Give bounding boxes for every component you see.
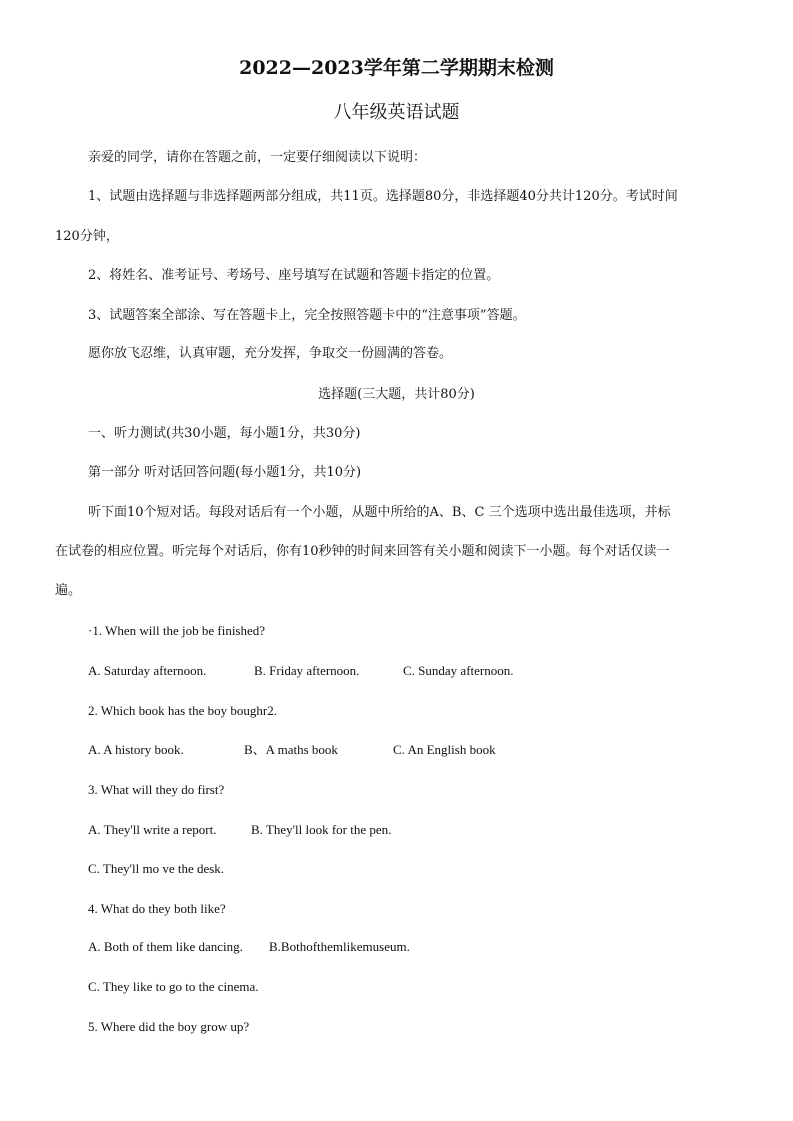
directions-line-3: 遍。 — [55, 583, 82, 598]
option-b: B. Friday afternoon. — [254, 663, 360, 678]
option-c: C. They'll mo ve the desk. — [88, 861, 225, 876]
directions-line-1: 听下面10个短对话。每段对话后有一个小题，从题中所给的A、B、C 三个选项中选出最佳选项，并标 — [88, 505, 671, 520]
question-4: 4. What do they both like? — [88, 901, 226, 916]
question-1: ·1. When will the job be finished? — [88, 623, 266, 638]
question-5: 5. Where did the boy grow up? — [88, 1019, 250, 1034]
directions-line-2: 在试卷的相应位置。听完每个对话后，你有10秒钟的时间来回答有关小题和阅读下一小题。每个对话仅读一 — [55, 544, 670, 559]
instruction-item-2: 2、将姓名、准考证号、考场号、座号填写在试题和答题卡指定的位置。 — [88, 268, 500, 283]
option-b: B. They'll look for the pen. — [251, 822, 392, 837]
option-c: C. Sunday afternoon. — [403, 663, 514, 678]
option-b: B、A maths book — [244, 742, 338, 757]
option-a: A. Saturday afternoon. — [88, 663, 207, 678]
option-a: A. A history book. — [88, 742, 184, 757]
question-2: 2. Which book has the boy boughr2. — [88, 703, 277, 718]
section-heading: 选择题(三大题，共计80分) — [318, 387, 475, 402]
instruction-item-1-cont: 120分钟， — [55, 229, 119, 244]
option-a: A. They'll write a report. — [88, 822, 217, 837]
instructions-wish: 愿你放飞忍维，认真审题，充分发挥，争取交一份圆满的答卷。 — [88, 346, 453, 361]
option-c: C. An English book — [393, 742, 496, 757]
instruction-item-1: 1、试题由选择题与非选择题两部分组成，共11页。选择题80分，非选择题40分共计120分。考试时间 — [88, 189, 678, 204]
exam-subtitle: 八年级英语试题 — [333, 102, 460, 123]
exam-title: 2022—2023学年第二学期期末检测 — [239, 57, 554, 79]
part-one-heading: 一、听力测试(共30小题，每小题1分，共30分) — [88, 426, 361, 441]
option-a: A. Both of them like dancing. — [88, 939, 243, 954]
question-3: 3. What will they do first? — [88, 782, 225, 797]
instruction-item-3: 3、试题答案全部涂、写在答题卡上，完全按照答题卡中的“注意事项”答题。 — [88, 308, 526, 323]
option-b: B.Bothofthemlikemuseum. — [269, 939, 410, 954]
option-c: C. They like to go to the cinema. — [88, 979, 259, 994]
part-one-subheading: 第一部分 听对话回答问题(每小题1分，共10分) — [88, 465, 362, 480]
instructions-greeting: 亲爱的同学，请你在答题之前，一定要仔细阅读以下说明： — [88, 150, 427, 165]
